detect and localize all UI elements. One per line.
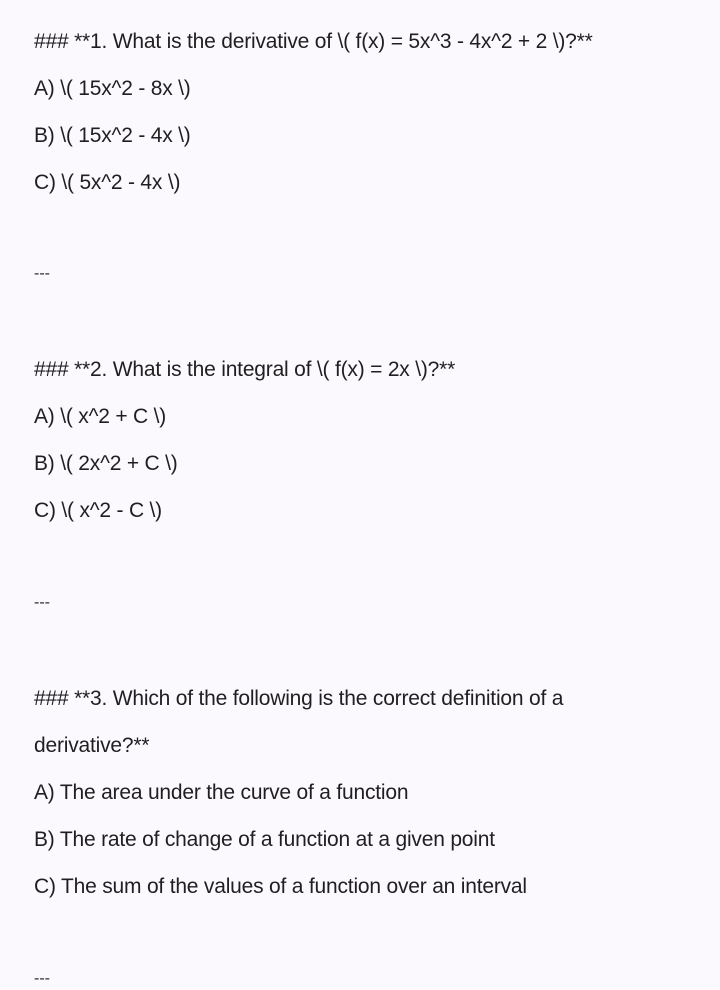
question-1-heading: ### **1. What is the derivative of \( f(x) = 5x^3 - 4x^2 + 2 \)?** xyxy=(34,30,593,53)
question-3-option-b: B) The rate of change of a function at a given point xyxy=(34,828,495,851)
separator-2: --- xyxy=(34,594,50,611)
question-1-option-c: C) \( 5x^2 - 4x \) xyxy=(34,171,181,194)
question-3-heading-line-1: ### **3. Which of the following is the correct definition of a xyxy=(34,687,564,710)
question-2-option-b: B) \( 2x^2 + C \) xyxy=(34,452,178,475)
question-2-option-c: C) \( x^2 - C \) xyxy=(34,499,162,522)
question-3-option-c: C) The sum of the values of a function over an interval xyxy=(34,875,527,898)
question-1-option-b: B) \( 15x^2 - 4x \) xyxy=(34,124,191,147)
question-2-option-a: A) \( x^2 + C \) xyxy=(34,405,167,428)
separator-3: --- xyxy=(34,970,50,987)
question-1-option-a: A) \( 15x^2 - 8x \) xyxy=(34,77,191,100)
separator-1: --- xyxy=(34,265,50,282)
question-2-heading: ### **2. What is the integral of \( f(x) = 2x \)?** xyxy=(34,358,456,381)
question-3-heading-line-2: derivative?** xyxy=(34,734,150,757)
question-3-option-a: A) The area under the curve of a function xyxy=(34,781,409,804)
